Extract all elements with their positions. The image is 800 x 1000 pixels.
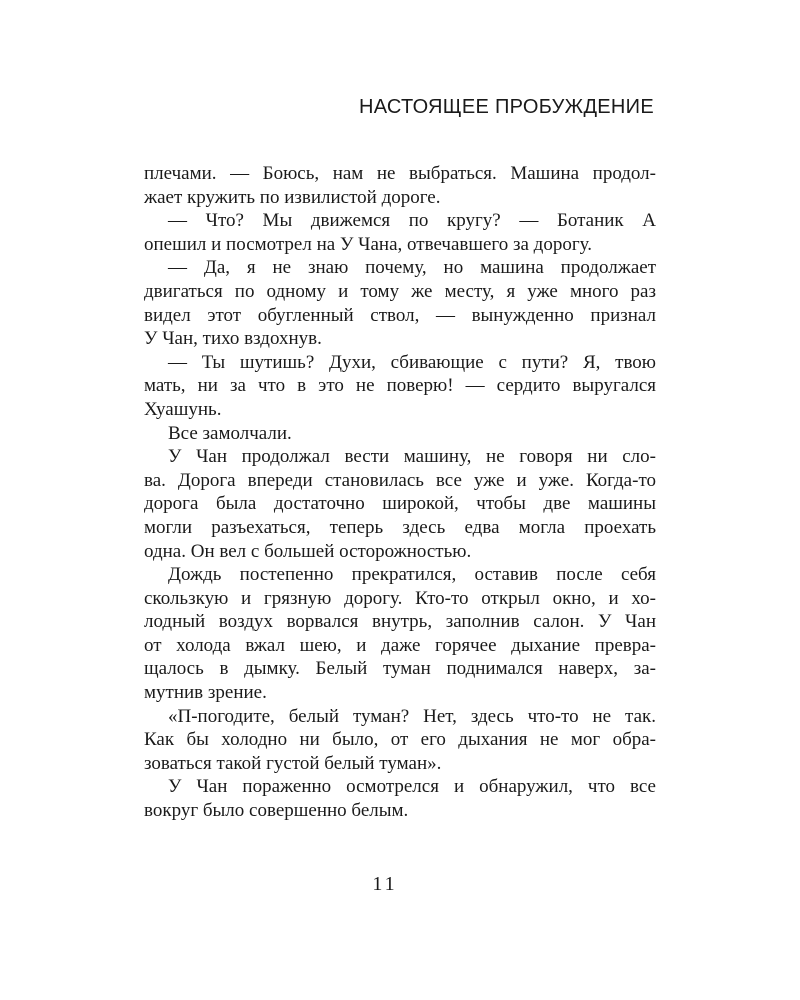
text-line: плечами. — Боюсь, нам не выбраться. Машина продол- [144, 163, 656, 184]
text-line: вокруг было совершенно белым. [144, 800, 409, 822]
text-line: — Ты шутишь? Духи, сбивающие с пути? Я, твою [168, 351, 656, 373]
text-line: Хуашунь. [144, 398, 222, 420]
text-line: мутнив зрение. [144, 682, 267, 704]
text-line: опешил и посмотрел на У Чана, отвечавшего за дорогу. [144, 233, 592, 255]
text-line: Все замолчали. [168, 422, 292, 444]
text-line: могли разъехаться, теперь здесь едва могла проехать [144, 516, 656, 538]
text-line: видел этот обугленный ствол, — вынужденно признал [144, 304, 656, 326]
text-line: зоваться такой густой белый туман». [144, 752, 442, 774]
text-line: жает кружить по извилистой дороге. [144, 186, 441, 208]
text-line: скользкую и грязную дорогу. Кто-то открыл окно, и хо- [144, 587, 656, 609]
running-title: НАСТОЯЩЕЕ ПРОБУЖДЕНИЕ [358, 96, 654, 118]
body-text [144, 162, 656, 823]
text-line: ва. Дорога впереди становилась все уже и уже. Когда-то [144, 469, 656, 491]
text-line: «П-погодите, белый туман? Нет, здесь что-то не так. [168, 705, 656, 727]
text-line: двигаться по одному и тому же месту, я уже много раз [144, 280, 656, 302]
text-line: — Да, я не знаю почему, но машина продолжает [168, 257, 656, 279]
text-line: щалось в дымку. Белый туман поднимался наверх, за- [144, 658, 656, 680]
text-line: от холода вжал шею, и даже горячее дыхание превра- [144, 634, 656, 656]
text-line: У Чан, тихо вздохнув. [144, 328, 322, 350]
text-line: — Что? Мы движемся по кругу? — Ботаник А [168, 210, 656, 232]
text-line: Как бы холодно ни было, от его дыхания не мог обра- [144, 729, 656, 751]
text-line: У Чан пораженно осмотрелся и обнаружил, что все [168, 776, 656, 798]
text-line: мать, ни за что в это не поверю! — сердито выругался [144, 375, 656, 397]
text-line: лодный воздух ворвался внутрь, заполнив салон. У Чан [144, 611, 656, 633]
text-line: дорога была достаточно широкой, чтобы две машины [144, 493, 656, 515]
text-line: У Чан продолжал вести машину, не говоря ни сло- [168, 446, 656, 468]
page-number: 11 [372, 873, 398, 895]
text-line: Дождь постепенно прекратился, оставив после себя [168, 564, 656, 586]
text-line: одна. Он вел с большей осторожностью. [144, 540, 472, 562]
